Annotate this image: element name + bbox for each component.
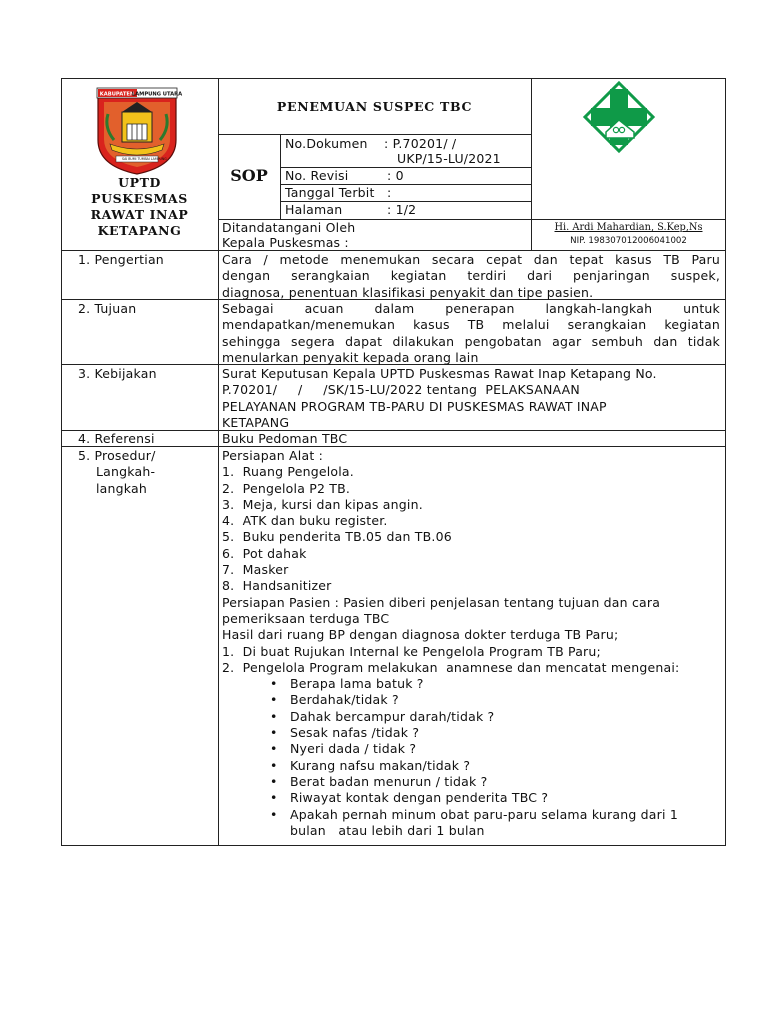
org-line: RAWAT INAP: [90, 207, 189, 222]
label-line: Langkah-: [96, 464, 156, 480]
section-body-pengertian: [222, 252, 720, 301]
alat-item: 1. Ruang Pengelola.: [222, 464, 354, 480]
field-revisi-label: No. Revisi: [285, 168, 349, 183]
question-item: • Riwayat kontak dengan penderita TBC ?: [270, 790, 722, 806]
section-body-referensi: Buku Pedoman TBC: [222, 431, 348, 446]
alat-item: 2. Pengelola P2 TB.: [222, 480, 351, 496]
body-line: diagnosa, penentuan klasifikasi penyakit dan tipe pasien.: [222, 284, 594, 300]
question-item: • Apakah pernah minum obat paru-paru selama kurang dari 1: [270, 807, 722, 823]
alat-item: 6. Pot dahak: [222, 545, 307, 561]
body-line: mendapatkan/menemukan kasus TB melalui serangkaian kegiatan: [222, 317, 720, 333]
signer-nip: NIP. 198307012006041002: [570, 236, 687, 246]
pasien-line: pemeriksaan terduga TBC: [222, 610, 390, 626]
field-no-dokumen-value: : P.70201/ /: [384, 136, 457, 151]
signer-name: Hi. Ardi Mahardian, S.Kep,Ns: [554, 222, 703, 233]
question-item: • Berdahak/tidak ?: [270, 692, 722, 708]
section-label-pengertian: 1. Pengertian: [78, 252, 164, 267]
section-label-referensi: 4. Referensi: [78, 431, 155, 446]
pasien-line: Hasil dari ruang BP dengan diagnosa dokter terduga TB Paru;: [222, 627, 619, 643]
org-line: KETAPANG: [97, 223, 182, 238]
organization-name: [62, 175, 217, 239]
logo-text-right: LAMPUNG UTARA: [131, 91, 183, 98]
field-no-dokumen-label: No.Dokumen: [285, 136, 368, 151]
alat-item: 3. Meja, kursi dan kipas angin.: [222, 496, 423, 512]
alat-item: 5. Buku penderita TB.05 dan TB.06: [222, 529, 452, 545]
question-item: • Kurang nafsu makan/tidak ?: [270, 758, 722, 774]
label-line: 5. Prosedur/: [78, 448, 156, 463]
field-halaman-label: Halaman: [285, 202, 343, 217]
alat-item: 8. Handsanitizer: [222, 578, 332, 594]
step-item: 2. Pengelola Program melakukan anamnese dan mencatat mengenai:: [222, 659, 680, 675]
question-continuation: bulan atau lebih dari 1 bulan: [290, 822, 485, 838]
body-line: menularkan penyakit kepada orang lain: [222, 349, 479, 365]
section-label-prosedur: [78, 448, 156, 497]
signer-role: Kepala Puskesmas :: [222, 235, 349, 250]
sop-label: SOP: [230, 166, 268, 185]
section-body-prosedur: [222, 448, 722, 839]
org-line: PUSKESMAS: [91, 191, 188, 206]
field-halaman-value: : 1/2: [387, 202, 417, 217]
logo-motto: SAI BUMI TUMBAI LAMPUNG: [122, 157, 167, 161]
section-body-kebijakan: [222, 366, 720, 431]
field-tanggal-label: Tanggal Terbit: [285, 185, 375, 200]
section-body-tujuan: [222, 301, 720, 366]
body-line: dengan serangkaian kegiatan terdiri dari penjaringan suspek,: [222, 268, 720, 284]
signed-by-label: Ditandatangani Oleh: [222, 220, 356, 235]
body-line: P.70201/ / /SK/15-LU/2022 tentang PELAKSANAAN: [222, 382, 580, 398]
anamnese-question-list: [270, 676, 722, 823]
body-line: KETAPANG: [222, 414, 290, 430]
body-line: PELAYANAN PROGRAM TB-PARU DI PUSKESMAS RAWAT INAP: [222, 398, 607, 414]
label-line: langkah: [96, 480, 147, 496]
field-no-dokumen-value-line2: UKP/15-LU/2021: [397, 151, 501, 166]
field-revisi-value: : 0: [387, 168, 404, 183]
org-line: UPTD: [118, 175, 161, 190]
alat-title: Persiapan Alat :: [222, 448, 324, 463]
question-item: • Sesak nafas /tidak ?: [270, 725, 722, 741]
regency-emblem-icon: [96, 84, 183, 176]
divider: [218, 134, 531, 135]
body-line: Surat Keputusan Kepala UPTD Puskesmas Rawat Inap Ketapang No.: [222, 366, 657, 381]
section-label-kebijakan: 3. Kebijakan: [78, 366, 157, 381]
question-item: • Berapa lama batuk ?: [270, 676, 722, 692]
question-item: • Berat badan menurun / tidak ?: [270, 774, 722, 790]
divider: [280, 134, 281, 219]
logo-text-left: KABUPATEN: [99, 91, 135, 98]
body-line: Cara / metode menemukan secara cepat dan tepat kasus TB Paru: [222, 252, 720, 267]
body-line: Sebagai acuan dalam penerapan langkah-langkah untuk: [222, 301, 720, 316]
document-title: PENEMUAN SUSPEC TBC: [276, 99, 473, 114]
field-tanggal-value: :: [387, 185, 392, 200]
divider: [61, 250, 726, 251]
alat-item: 4. ATK dan buku register.: [222, 513, 388, 529]
section-label-tujuan: 2. Tujuan: [78, 301, 137, 316]
question-item: • Dahak bercampur darah/tidak ?: [270, 709, 722, 725]
regency-logo: [96, 84, 183, 176]
divider: [218, 78, 219, 846]
question-item: • Nyeri dada / tidak ?: [270, 741, 722, 757]
divider: [61, 446, 726, 447]
pasien-line: Persiapan Pasien : Pasien diberi penjelasan tentang tujuan dan cara: [222, 594, 661, 610]
alat-item: 7. Masker: [222, 562, 289, 578]
puskesmas-logo: [582, 80, 656, 154]
step-item: 1. Di buat Rujukan Internal ke Pengelola Program TB Paru;: [222, 643, 601, 659]
health-cross-icon: [582, 80, 656, 154]
body-line: sehingga segera dapat dilakukan pengobatan agar sembuh dan tidak: [222, 333, 720, 349]
